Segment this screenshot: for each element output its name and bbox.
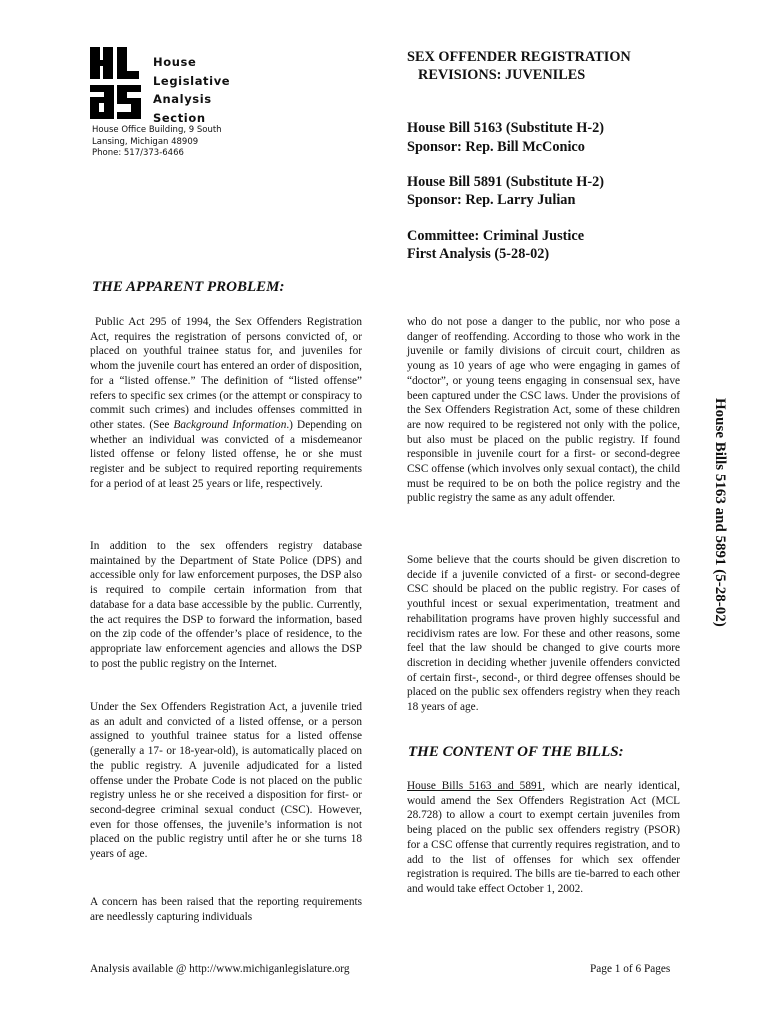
bill-5891-line: House Bill 5891 (Substitute H-2) xyxy=(407,174,604,190)
background-information-ref: Background Information xyxy=(173,418,287,431)
left-paragraph-3 xyxy=(90,700,362,862)
committee-line: Committee: Criminal Justice xyxy=(407,228,585,244)
address-line: House Office Building, 9 South xyxy=(92,125,222,135)
footer-page-number: Page 1 of 6 Pages xyxy=(590,963,671,975)
paragraph-text: Public Act 295 of 1994, the Sex Offenders Registration Act, requires the registration of persons convicted of, or placed on youthful trainee status for, and juveniles for whom the juvenile court has entered an order of disposition, for a “listed offense.” The definition of “listed offense” refers to specific sex crimes (or the attempt or conspiracy to commit such crimes) and includes offenses committed in other states. (See xyxy=(90,316,363,431)
analysis-date-line: First Analysis (5-28-02) xyxy=(407,246,550,262)
left-paragraph-2 xyxy=(90,539,362,671)
org-name-line: Analysis xyxy=(153,92,212,106)
paragraph-text: A concern has been raised that the reporting requirements are needlessly capturing individuals xyxy=(90,896,362,923)
paragraph-text: who do not pose a danger to the public, nor who pose a danger of reoffending. According to those who work in the juvenile or family divisions of circuit court, children as young as 10 years of age who were engaging in games of “doctor”, or young teens engaging in consensual sex, have been captured under the CSC laws. Under the provisions of the Sex Offenders Registration Act, some of these children are now required to be registered not only with the police, but also must be placed on the public registry. If found responsible in juvenile court for a first- or second-degree CSC offense (which involves only sexual contact), the child must be required to be on both the police registry and the public registry the same as any adult offender. xyxy=(407,316,680,505)
document-title-line1: SEX OFFENDER REGISTRATION xyxy=(407,49,631,65)
hlas-monogram-icon xyxy=(90,47,150,119)
address-line: Lansing, Michigan 48909 xyxy=(92,136,199,147)
address-line: Phone: 517/373-6466 xyxy=(92,148,184,158)
org-name-line: Section xyxy=(153,110,206,125)
left-paragraph-4 xyxy=(90,895,362,924)
right-paragraph-2 xyxy=(407,553,680,715)
paragraph-text: Some believe that the courts should be given discretion to decide if a juvenile convicted of a first- or second-degree CSC should be placed on the public registry. For cases of youthful incest or sexual experimentation, treatment and rehabilitation programs have proven highly successful and recidivism rates are low. For these and other reasons, some feel that the law should be changed to give courts more discretion in deciding whether juvenile offenders convicted of certain first-, second-, or third degree offenses should be placed on the public sex offenders registry when they reach 18 years of age. xyxy=(407,554,680,714)
apparent-problem-heading: THE APPARENT PROBLEM: xyxy=(92,279,285,295)
side-running-label: House Bills 5163 and 5891 (5-28-02) xyxy=(712,398,728,627)
paragraph-text: In addition to the sex offenders registry database maintained by the Department of State Police (DPS) and accessible only for law enforcement purposes, the DSP also is required to compile certain information from that database for a data base accessible by the public. Currently, the act requires the DSP to forward the information, based on the zip code of the offender’s place of residence, to the appropriate law enforcement agencies and allows the DSP to post the public registry on the Internet. xyxy=(90,540,362,670)
org-name-line: Legislative xyxy=(153,73,231,88)
sponsor-1-line: Sponsor: Rep. Bill McConico xyxy=(407,139,585,155)
paragraph-text: Under the Sex Offenders Registration Act, a juvenile tried as an adult and convicted of a listed offense, or a person assigned to youthful trainee status for a listed offense (generally a 17- or 18-year-old), is automatically placed on the public registry. A juvenile adjudicated for a listed offense under the Probate Code is not placed on the public registry unless he or she received a disposition for first- or second-degree criminal sexual conduct (CSC). However, even for those offenses, the juvenile’s information is not placed on the public registry until after he or she turns 18 years of age. xyxy=(90,701,362,861)
paragraph-text: .) Depending on whether an individual was convicted of a misdemeanor listed offense or felony listed offense, he or she must register and be subject to required reporting requirements for a period of at least 25 years or life, respectively. xyxy=(90,418,362,490)
org-name-line: House xyxy=(153,55,197,69)
sponsor-2-line: Sponsor: Rep. Larry Julian xyxy=(407,192,576,208)
hlas-logo xyxy=(90,47,231,125)
paragraph-text: , which are nearly identical, would amend the Sex Offenders Registration Act (MCL 28.728) to allow a court to exempt certain juveniles from being placed on the public sex offenders registry (PSOR) for a CSC offense that currently requires registration, and to add to the list of offenses for which sex offender registration is required. The bills are tie-barred to each other and would take effect October 1, 2002. xyxy=(407,780,681,895)
content-of-bills-heading: THE CONTENT OF THE BILLS: xyxy=(408,744,624,760)
org-name xyxy=(153,53,230,127)
bill-numbers-underlined: House Bills 5163 and 5891 xyxy=(407,780,543,792)
right-paragraph-3 xyxy=(407,779,680,897)
left-paragraph-1 xyxy=(90,315,362,491)
footer-analysis-url: Analysis available @ http://www.michiganlegislature.org xyxy=(90,963,350,975)
right-paragraph-1 xyxy=(407,315,680,506)
document-title-line2: REVISIONS: JUVENILES xyxy=(418,67,586,83)
bill-5163-line: House Bill 5163 (Substitute H-2) xyxy=(407,120,604,136)
org-address xyxy=(92,125,222,160)
